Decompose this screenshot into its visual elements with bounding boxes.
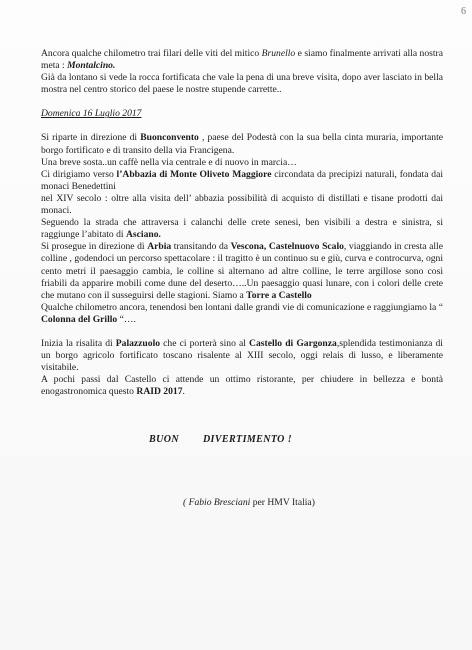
paragraph-itinerary — [41, 132, 443, 326]
text-run: circondata da precipizi naturali, fondata dai monaci Benedettini — [41, 168, 443, 192]
place-colonna-del-grillo: Colonna del Grillo — [41, 313, 118, 325]
place-palazzuolo: Palazzuolo — [115, 337, 161, 349]
text-line — [41, 217, 443, 241]
text-run: Qualche chilometro ancora, tenendosi ben lontani dalle grandi vie di comunicazione e raggiungiamo la “ — [41, 301, 443, 313]
text-run: Ci dirigiamo verso — [41, 168, 117, 180]
text-line: Una breve sosta..un caffè nella via centrale e di nuovo in marcia… — [41, 156, 297, 168]
place-abbazia: l’Abbazia di Monte Oliveto Maggiore — [116, 168, 272, 180]
text-run: Si prosegue in direzione di — [41, 241, 148, 253]
place-montalcino: Montalcino. — [67, 60, 116, 72]
page-corner-mark: 6 — [461, 6, 466, 17]
document-body — [41, 48, 443, 509]
text-run: Si riparte in direzione di — [41, 132, 141, 144]
closing-word-buon: BUON — [149, 434, 179, 446]
signature — [41, 497, 443, 509]
text-line — [41, 169, 443, 193]
text-line: Già da lontano si vede la rocca fortificata che vale la pena di una breve visita, dopo aver lasciato in bella mostra nel centro storico del paese le nostre stupende carrette.. — [41, 72, 443, 96]
text-run: , paese del Podestà con la sua bella cinta muraria, importante borgo fortificato e di transito della via Francigena. — [41, 132, 443, 156]
event-raid-2017: RAID 2017 — [136, 386, 183, 398]
signature-org: per HMV Italia) — [250, 496, 315, 508]
text-run: A pochi passi dal Castello ci attende un ottimo ristorante, per chiudere in bellezza e bontà enogastronomica questo — [41, 374, 443, 398]
paragraph-gargonza — [41, 338, 443, 398]
text-run: , viaggiando in cresta alle colline , godendoci un percorso spettacolare : il tragitto è un continuo su e giù, curva e controcurva, ogni cento metri il paesaggio cambia, le colline si alternano ad altre colline, le terre argillose sono così friabili da apparire mobili come dune del deserto…..Un paesaggio quasi lunare, con i colori delle crete che mutano con il susseguirsi delle stagioni. Siamo a — [41, 241, 443, 301]
place-buonconvento: Buonconvento — [140, 132, 199, 144]
place-asciano: Asciano. — [126, 229, 161, 241]
place-vescona: Vescona, Castelnuovo Scalo — [230, 241, 344, 253]
text-run: che ci porterà sino al — [160, 337, 250, 349]
text-run: Ancora qualche chilometro trai filari delle viti del mitico — [41, 48, 262, 59]
closing-line — [41, 434, 443, 446]
text-run: Seguendo la strada che attraversa i calanchi delle crete senesi, ben visibili a destra e sinistra, si raggiunge l’abitato di — [41, 217, 443, 241]
text-run: Inizia la risalita di — [41, 337, 116, 349]
text-line — [41, 48, 443, 72]
text-line — [41, 338, 443, 374]
text-run: ,splendida testimonianza di un borgo agricolo fortificato toscano risalente al XIII secolo, oggi relais di lusso, e liberamente visitabile. — [41, 337, 443, 374]
text-line — [41, 132, 443, 156]
text-line: nel XIV secolo : oltre alla visita dell’ abbazia possibilità di acquisto di distillati e tisane prodotti dai monaci. — [41, 192, 443, 217]
date-heading: Domenica 16 Luglio 2017 — [41, 108, 142, 120]
closing-word-divertimento: DIVERTIMENTO ! — [202, 434, 292, 446]
paragraph-montalcino — [41, 48, 443, 96]
text-line — [41, 302, 443, 326]
text-run: e siamo finalmente arrivati alla nostra meta : — [41, 48, 443, 72]
text-run: transitando da — [171, 241, 231, 253]
text-run: “…. — [117, 313, 136, 325]
text-line — [41, 374, 443, 398]
place-torre-a-castello: Torre a Castello — [246, 289, 312, 301]
signature-name: ( Fabio Bresciani — [183, 496, 251, 508]
wine-name: Brunello — [261, 48, 296, 59]
place-arbia: Arbia — [147, 241, 172, 253]
text-line — [41, 241, 443, 301]
text-run: . — [182, 386, 185, 398]
place-castello-di-gargonza: Castello di Gargonza — [249, 337, 337, 349]
